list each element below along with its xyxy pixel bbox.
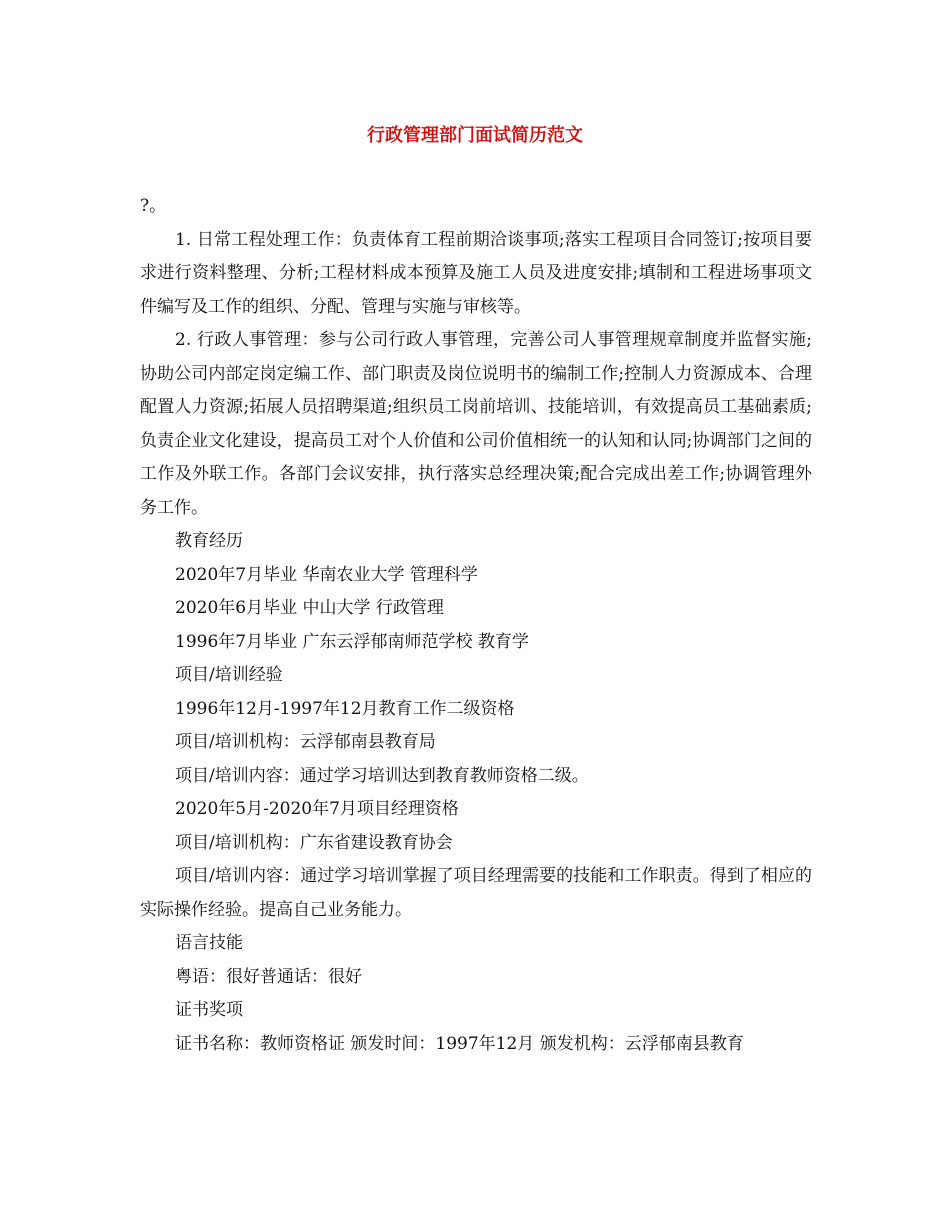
language-item: 粤语：很好普通话：很好 bbox=[175, 966, 362, 987]
section-heading-education: 教育经历 bbox=[175, 531, 243, 551]
section-heading-training: 项目/培训经验 bbox=[175, 665, 283, 685]
training-item: 项目/培训内容：通过学习培训掌握了项目经理需要的技能和工作职责。得到了相应的实际操作经验。提高自己业务能力。 bbox=[140, 866, 812, 920]
certificate-item: 证书名称：教师资格证 颁发时间：1997年12月 颁发机构：云浮郁南县教育 bbox=[175, 1033, 744, 1054]
training-item: 项目/培训机构：广东省建设教育协会 bbox=[175, 832, 453, 853]
training-item: 1996年12月-1997年12月教育工作二级资格 bbox=[175, 698, 515, 719]
education-item: 1996年7月毕业 广东云浮郁南师范学校 教育学 bbox=[175, 631, 529, 652]
section-heading-language: 语言技能 bbox=[175, 933, 243, 953]
section-heading-certificates: 证书奖项 bbox=[175, 1000, 243, 1020]
paragraph-work-duty-2: 2. 行政人事管理：参与公司行政人事管理，完善公司人事管理规章制度并监督实施;协助公司内部定岗定编工作、部门职责及岗位说明书的编制工作;控制人力资源成本、合理配置人力资源;拓展人员招聘渠道;组织员工岗前培训、技能培训，有效提高员工基础素质;负责企业文化建设，提高员工对个人价值和公司价值相统一的认知和认同;协调部门之间的工作及外联工作。各部门会议安排，执行落实总经理决策;配合完成出差工作;协调管理外务工作。 bbox=[140, 330, 812, 518]
document-title: 行政管理部门面试简历范文 bbox=[367, 125, 583, 146]
education-item: 2020年7月毕业 华南农业大学 管理科学 bbox=[175, 564, 478, 585]
training-item: 项目/培训内容：通过学习培训达到教育教师资格二级。 bbox=[175, 765, 589, 786]
paragraph: ?。 bbox=[140, 196, 167, 216]
training-item: 项目/培训机构：云浮郁南县教育局 bbox=[175, 732, 436, 752]
document-body bbox=[140, 190, 812, 1061]
education-item: 2020年6月毕业 中山大学 行政管理 bbox=[175, 598, 444, 618]
training-item: 2020年5月-2020年7月项目经理资格 bbox=[175, 799, 459, 819]
paragraph-work-duty-1: 1. 日常工程处理工作：负责体育工程前期洽谈事项;落实工程项目合同签订;按项目要求进行资料整理、分析;工程材料成本预算及施工人员及进度安排;填制和工程进场事项文件编写及工作的组织、分配、管理与实施与审核等。 bbox=[140, 229, 812, 317]
